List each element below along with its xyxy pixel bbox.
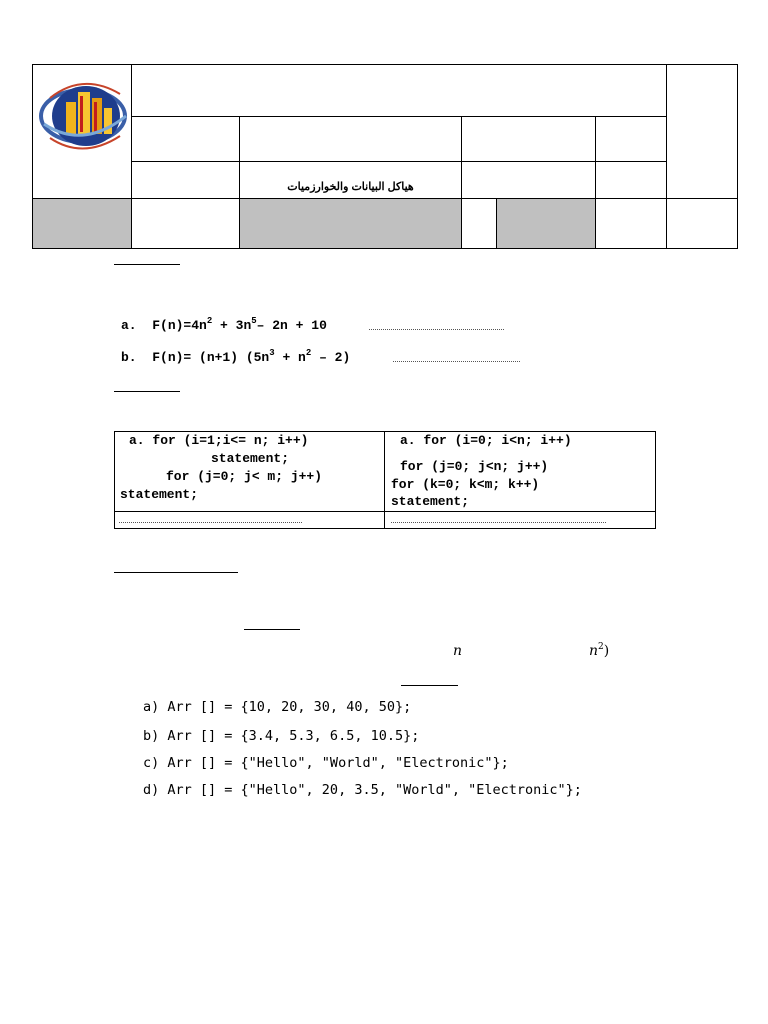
left-code-line2: statement; xyxy=(211,451,290,466)
section1-heading-underline xyxy=(114,264,180,265)
section3-heading-underline xyxy=(114,572,238,573)
answer-line-left[interactable] xyxy=(119,522,302,523)
blank-cell-3 xyxy=(595,198,667,249)
blank-cell-4 xyxy=(666,198,738,249)
right-code-line1: a. for (i=0; i<n; i++) xyxy=(400,433,572,448)
blank-cell-2 xyxy=(461,198,497,249)
left-code-line1: a. for (i=1;i<= n; i++) xyxy=(129,433,309,448)
equation-a: a. $F(n)=4n^2 + 3n^5-$ 2n + 10 xyxy=(121,316,327,333)
section4-heading-underline xyxy=(401,685,458,686)
section2-heading-underline xyxy=(114,391,180,392)
right-code-line3: for (k=0; k<m; k++) xyxy=(391,477,540,492)
grey-cell-2 xyxy=(239,198,462,249)
equation-b: b. F(n)= (n+1) $(5n^3 + n^2 - 2)$ xyxy=(121,348,351,365)
right-code-line4: statement; xyxy=(391,494,470,509)
course-title: هياكل البيانات والخوارزميات xyxy=(287,181,414,193)
array-item-a: a) Arr [] = {10, 20, 30, 40, 50}; xyxy=(143,699,412,715)
array-item-d: d) Arr [] = {"Hello", 20, 3.5, "World", "Electronic"}; xyxy=(143,782,582,798)
answer-line-a[interactable] xyxy=(369,329,504,330)
grey-cell-1 xyxy=(32,198,132,249)
grey-cell-3 xyxy=(496,198,596,249)
math-n-squared: $n^2$) xyxy=(589,642,610,659)
left-code-line3: for (j=0; j< m; j++) xyxy=(166,469,323,484)
array-item-c: c) Arr [] = {"Hello", "World", "Electronic"}; xyxy=(143,755,509,771)
blank-cell-1 xyxy=(131,198,240,249)
section3-subheading-underline xyxy=(244,629,300,630)
answer-line-b[interactable] xyxy=(393,361,520,362)
array-item-b: b) Arr [] = {3.4, 5.3, 6.5, 10.5}; xyxy=(143,728,420,744)
right-code-line2: for (j=0; j<n; j++) xyxy=(400,459,549,474)
math-n: n xyxy=(453,643,463,659)
answer-line-right[interactable] xyxy=(391,522,606,523)
left-code-line4: statement; xyxy=(120,487,199,502)
university-logo xyxy=(36,68,130,158)
